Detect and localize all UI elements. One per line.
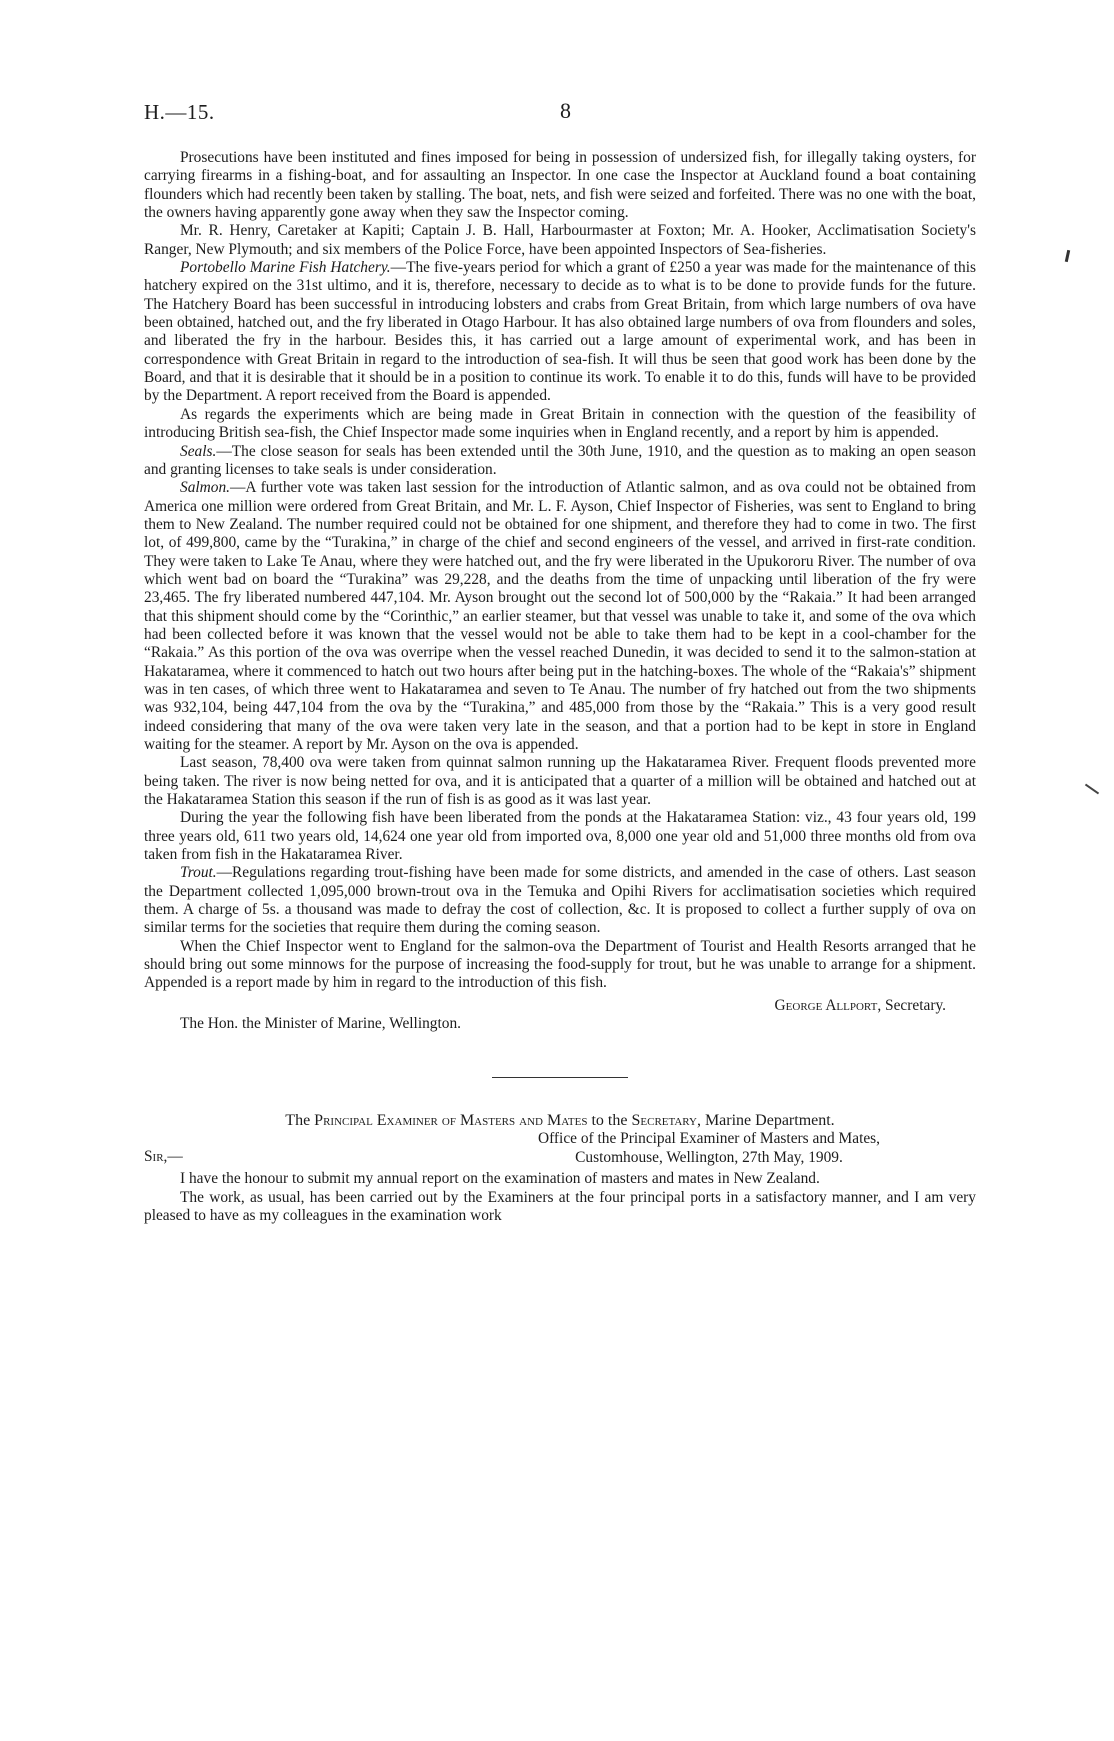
salutation: Sir,— (144, 1148, 183, 1166)
address-line-1: Office of the Principal Examiner of Masters and Mates, (537, 1130, 881, 1148)
page-number: 8 (560, 98, 571, 123)
paragraph-quinnat: Last season, 78,400 ova were taken from quinnat salmon running up the Hakataramea River. Frequent floods prevented more being taken. The river is now being netted for ova, and it is anticipated that a quarter of a million will be obtained and hatched out at the Hakataramea Station this season if the run of fish is as good as it was last year. (144, 754, 976, 809)
hatchery-text: —The five-years period for which a grant of £250 a year was made for the maintenance of this hatchery expired on the 31st ultimo, and it is, therefore, necessary to decide as to what is to be done to provide funds for the future. The Hatchery Board has been successful in introducing lobsters and crabs from Great Britain, from which large numbers of ova have been obtained, hatched out, and the fry liberated in Otago Harbour. It has also obtained large numbers of ova from flounders and soles, and liberated the fry in the harbour. Besides this, it has carried out a large amount of experimental work, and has been in correspondence with Great Britain in regard to the introduction of sea-fish. It will thus be seen that good work has been done by the Board, and that it is desirable that it should be in a position to continue its work. To enable it to do this, funds will have to be provided by the Department. A report received from the Board is appended. (144, 259, 976, 405)
margin-mark (1085, 784, 1099, 795)
addressee: The Hon. the Minister of Marine, Wellington. (180, 1014, 462, 1032)
letter-address-block (144, 1130, 976, 1170)
section-divider (492, 1077, 628, 1078)
signatory-title: , Secretary. (877, 996, 946, 1014)
paragraph-inspectors: Mr. R. Henry, Caretaker at Kapiti; Captain J. B. Hall, Harbourmaster at Foxton; Mr. A. Hooker, Acclimatisation Society's Ranger, New Plymouth; and six members of the Police Force, have been appointed Inspectors of Sea-fisheries. (144, 222, 976, 258)
paragraph-liberated: During the year the following fish have been liberated from the ponds at the Hakataramea Station: viz., 43 four years old, 199 three years old, 611 two years old, 14,624 one year old from imported ova, 8,000 one year old and 51,000 three months old from ova taken from fish in the Hakataramea River. (144, 809, 976, 864)
letter-heading-suffix: , Marine Department. (696, 1111, 835, 1129)
letter-heading (144, 1112, 976, 1130)
trout-heading: Trout. (180, 864, 217, 882)
letter-address (474, 1130, 944, 1167)
letter-paragraph-1: I have the honour to submit my annual report on the examination of masters and mates in New Zealand. (180, 1170, 820, 1188)
seals-text: —The close season for seals has been extended until the 30th June, 1910, and the question as to making an open season and granting licenses to take seals is under consideration. (144, 442, 976, 478)
seals-heading: Seals. (180, 442, 217, 460)
address-line-2: Customhouse, Wellington, 27th May, 1909. (575, 1148, 843, 1166)
paragraph-minnows: When the Chief Inspector went to England for the salmon-ova the Department of Tourist and Health Resorts arranged that he should bring out some minnows for the purpose of increasing the food-supply for trout, but he was unable to arrange for a shipment. Appended is a report made by him in regard to the introduction of this fish. (144, 937, 976, 992)
signature-block (144, 997, 976, 1037)
letter-heading-prefix: The (285, 1111, 315, 1129)
letter-heading-to: to the (587, 1111, 632, 1129)
signature (775, 997, 946, 1015)
trout-text: —Regulations regarding trout-fishing have been made for some districts, and amended in the case of others. Last season the Department collected 1,095,000 brown-trout ova in the Temuka and Opihi Rivers for acclimatisation societies which required them. A charge of 5s. a thousand was made to defray the cost of collection, &c. It is proposed to collect a further supply of ova on similar terms for the societies that require them during the coming season. (144, 864, 976, 937)
letter-recipient: Secretary (631, 1111, 697, 1129)
salmon-heading: Salmon. (180, 479, 231, 497)
hatchery-heading: Portobello Marine Fish Hatchery. (180, 259, 391, 277)
paragraph-trout (144, 864, 976, 937)
letter-paragraph-2: The work, as usual, has been carried out by the Examiners at the four principal ports in a satisfactory manner, and I am very pleased to have as my colleagues in the examination work (144, 1188, 976, 1224)
margin-mark (1065, 250, 1070, 262)
document-reference: H.—15. (144, 100, 215, 124)
salmon-text: —A further vote was taken last session for the introduction of Atlantic salmon, and as ova could not be obtained from America one million were ordered from Great Britain, and Mr. L. F. Ayson, Chief Inspector of Fisheries, was sent to England to bring them to New Zealand. The number required could not be obtained for one shipment, and therefore they had to come in two. The first lot, of 499,800, came by the “Turakina,” in charge of the chief and second engineers of the vessel, and arrived in first-rate condition. They were taken to Lake Te Anau, where they were hatched out, and the fry were liberated in the Upukororu River. The number of ova which went bad on board the “Turakina” was 29,228, and the deaths from the time of unpacking until liberation of the fry were 23,465. The fry liberated numbered 447,104. Mr. Ayson brought out the second lot of 500,000 by the “Rakaia.” It had been arranged that this shipment should come by the “Corinthic,” an earlier steamer, but that vessel was unable to take it, and some of the ova which had been collected before it was known that the vessel would not be able to take them had to be kept in a cool-chamber for the “Rakaia.” As this portion of the ova was overripe when the vessel reached Dunedin, it was decided to send it to the salmon-station at Hakataramea, where it commenced to hatch out two hours after being put in the hatching-boxes. The whole of the “Rakaia's” shipment was in ten cases, of which three went to Hakataramea and seven to Te Anau. The number of fry hatched out from the two shipments was 932,104, being 447,104 from the ova by the “Turakina,” and 485,000 from those by the “Rakaia.” This is a very good result indeed considering that many of the ova were taken very late in the season, and that a portion had to be kept in store in England waiting for the steamer. A report by Mr. Ayson on the ova is appended. (144, 479, 976, 753)
paragraph-hatchery (144, 259, 976, 406)
report-body (144, 149, 976, 1225)
paragraph-prosecutions: Prosecutions have been instituted and fines imposed for being in possession of undersized fish, for illegally taking oysters, for carrying firearms in a fishing-boat, and for assaulting an Inspector. In one case the Inspector at Auckland found a boat containing flounders which had recently been taken by stalling. The boat, nets, and fish were seized and forfeited. There was no one with the boat, the owners having apparently gone away when they saw the Inspector coming. (144, 149, 976, 222)
page-header (144, 100, 964, 130)
letter-sender: Principal Examiner of Masters and Mates (314, 1111, 588, 1129)
paragraph-seals (144, 443, 976, 480)
signatory-name: George Allport (774, 996, 878, 1014)
paragraph-experiments: As regards the experiments which are being made in Great Britain in connection with the question of the feasibility of introducing British sea-fish, the Chief Inspector made some inquiries when in England recently, and a report by him is appended. (144, 405, 976, 442)
paragraph-salmon (144, 479, 976, 754)
